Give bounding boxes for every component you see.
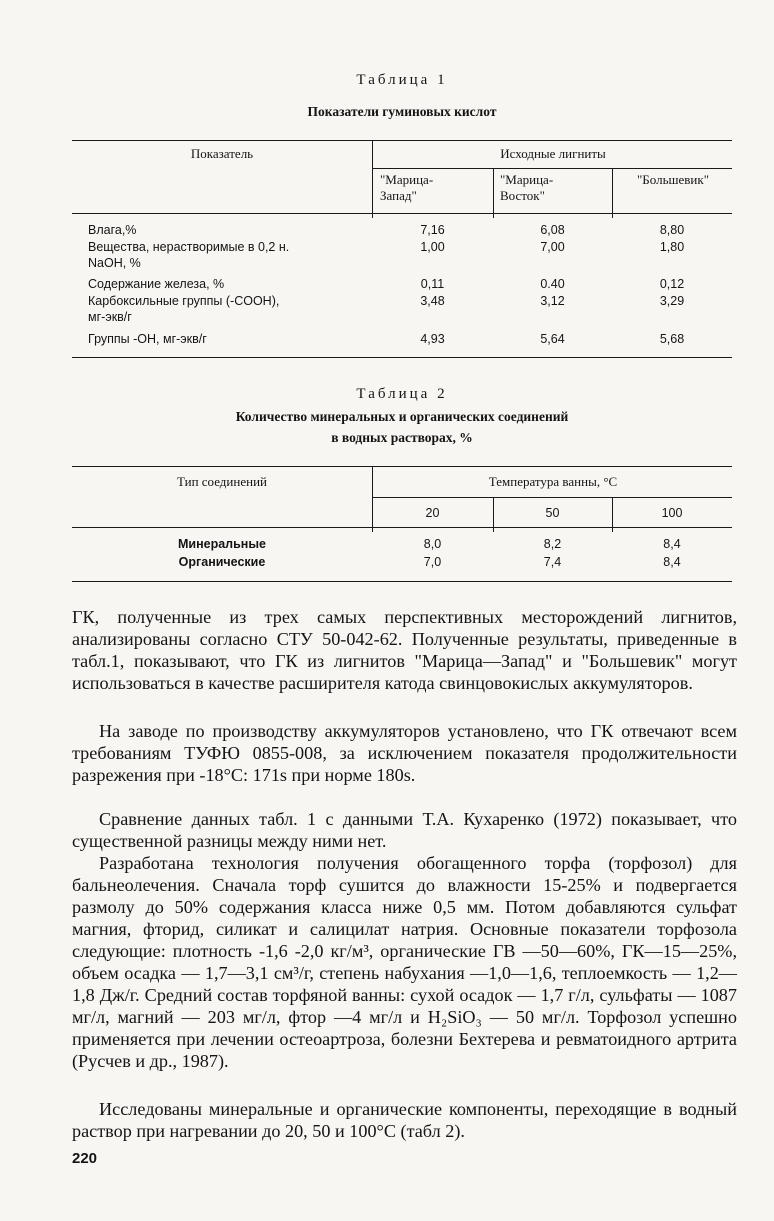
table2-label: Таблица 2: [356, 386, 448, 402]
table1-divider: [493, 168, 494, 218]
table1-cell: 3,12: [540, 294, 565, 308]
table2-title-line2: в водных растворах, %: [331, 430, 473, 445]
table1-cell: 0,11: [420, 277, 445, 291]
table1-cell: 1,80: [659, 240, 685, 254]
table1-row-name: Группы -OH, мг-экв/г: [88, 332, 207, 346]
table2-bottom-rule: [72, 581, 732, 582]
table1-row-name: Влага,%: [88, 223, 137, 237]
table1-col-header: "Марица- Запад": [380, 172, 434, 203]
table1-cell: 3,48: [420, 294, 445, 308]
table2-title-line1: Количество минеральных и органических соединений: [235, 409, 569, 424]
table1-title: Показатели гуминовых кислот: [307, 104, 497, 119]
table1-col-header: "Марица- Восток": [500, 172, 554, 203]
table1-col-header: "Большевик": [636, 172, 709, 187]
table1-cell: 6,08: [540, 223, 565, 237]
paragraph: Сравнение данных табл. 1 с данными Т.А. Кухаренко (1972) показывает, что существенной разницы между ними нет.: [72, 809, 737, 851]
paragraph: Исследованы минеральные и органические компоненты, переходящие в водный раствор при нагревании до 20, 50 и 100°C (табл 2).: [72, 1099, 737, 1141]
table1-header-group: Исходные лигниты: [500, 146, 606, 161]
table1-row-name: Содержание железа, %: [88, 277, 225, 291]
table1-cell: 4,93: [420, 332, 445, 346]
table2-row-name: Органические: [178, 555, 266, 569]
table1-cell: 7,00: [540, 240, 565, 254]
table2-cell: 8,2: [543, 537, 562, 551]
table2-cell: 8,4: [663, 555, 681, 569]
table1-group-rule: [372, 168, 732, 169]
table1-cell: 0.40: [540, 277, 565, 291]
table2-col-header: 50: [545, 506, 560, 520]
table1-cell: 3,29: [659, 294, 685, 308]
paragraph: ГК, полученные из трех самых перспективных месторождений лигнитов, анализированы согласно СТУ 50-042-62. Полученные результаты, приведенные в табл.1, показывают, что ГК из лигнитов "Марица—Запад" и "Большевик" могут использоваться в качестве расширителя катода свинцовокислых аккумуляторов.: [72, 607, 737, 693]
table2-col-header: 100: [661, 506, 683, 520]
table1-cell: 0,12: [659, 277, 685, 291]
table2-cell: 8,4: [663, 537, 681, 551]
table1-cell: 1,00: [420, 240, 445, 254]
table2-header-rule: [72, 527, 732, 528]
table1-cell: 8,80: [659, 223, 685, 237]
table1-header-rule: [72, 213, 732, 214]
table1-label: Таблица 1: [356, 72, 448, 88]
table1-cell: 5,68: [659, 332, 685, 346]
table2-col-header: 20: [425, 506, 440, 520]
table2-cell: 8,0: [423, 537, 442, 551]
table2-header-group: Температура ванны, °C: [488, 474, 618, 489]
table1-row-name: Карбоксильные группы (-COOH), мг-экв/г: [88, 294, 280, 324]
table1-row-name: Вещества, нерастворимые в 0,2 н. NaOH, %: [88, 240, 290, 270]
paragraph: На заводе по производству аккумуляторов установлено, что ГК отвечают всем требованиям ТУФЮ 0855-008, за исключением показателя продолжительности разрежения при -18°C: 171s при норме 180s.: [72, 721, 737, 785]
page-number: 220: [72, 1150, 98, 1167]
table2-top-rule: [72, 466, 732, 467]
table2-cell: 7,0: [423, 555, 442, 569]
table2-header-param: Тип соединений: [177, 474, 267, 489]
table2-row-name: Минеральные: [178, 537, 266, 551]
table1-top-rule: [72, 140, 732, 141]
table1-header-param: Показатель: [190, 146, 254, 161]
table1-bottom-rule: [72, 357, 732, 358]
table2-group-rule: [372, 497, 732, 498]
paragraph: Разработана технология получения обогащенного торфа (торфозол) для бальнеолечения. Сначала торф сушится до влажности 15-25% и подвергается размолу до 50% содержания класса ниже 0,5 мм. Потом добавляются сульфат магния, фторид, силикат и салицилат натрия. Основные показатели торфозола следующие: плотность -1,6 -2,0 кг/м³, органические ГВ —50—60%, ГК—15—25%, объем осадка — 1,7—3,1 см³/г, степень набухания —1,0—1,6, теплоемкость — 1,2—1,8 Дж/г. Средний состав торфяной ванны: сухой осадок — 1,7 г/л, сульфаты — 1087 мг/л, магний — 203 мг/л, фтор —4 мг/л и H₂SiO₃ — 50 мг/л. Торфозол успешно применяется при лечении остеоартроза, болезни Бехтерева и ревматоидного артрита (Русчев и др., 1987).: [72, 853, 737, 1071]
table1-cell: 7,16: [420, 223, 445, 237]
table2-cell: 7,4: [543, 555, 562, 569]
table1-cell: 5,64: [540, 332, 565, 346]
